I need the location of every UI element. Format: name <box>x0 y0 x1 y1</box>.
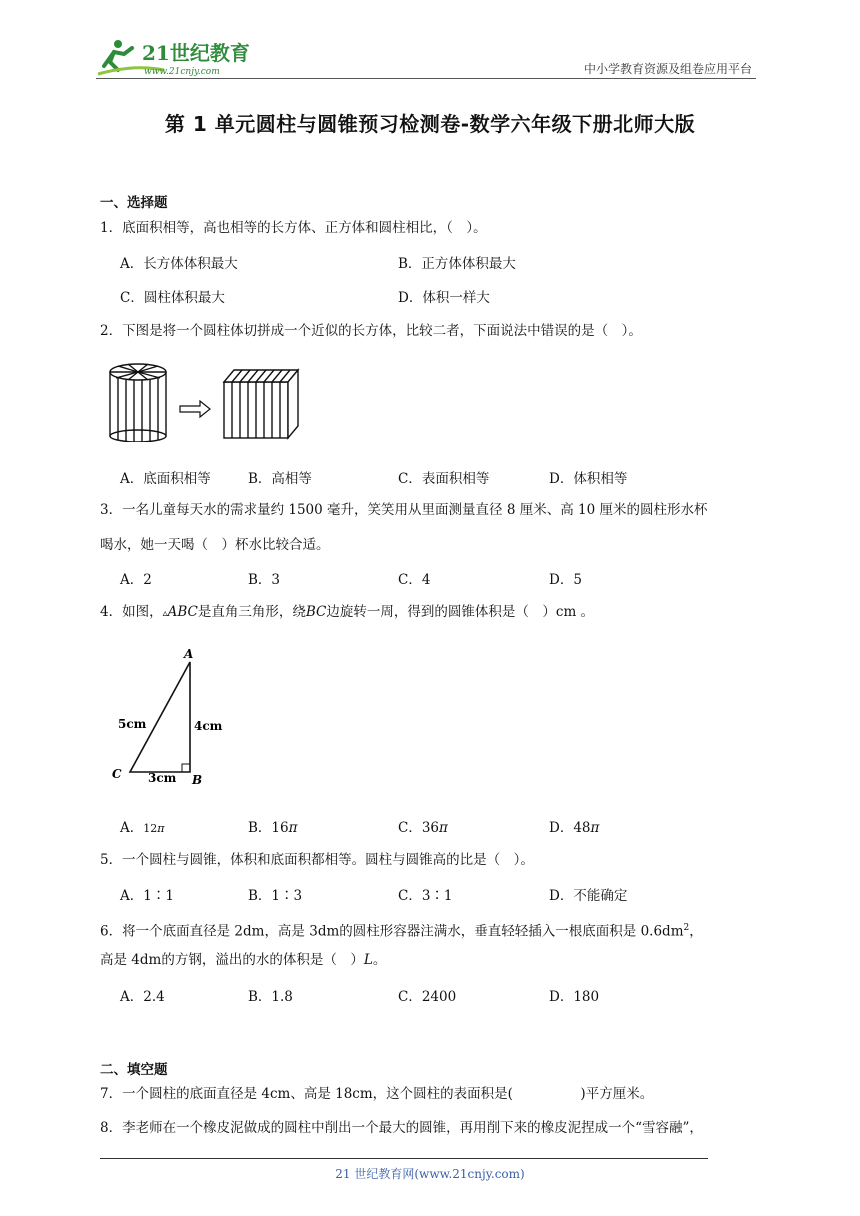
arrow-right-icon <box>180 401 210 417</box>
question-6-option-a: A．2.4 <box>120 989 165 1005</box>
cylinder-to-cuboid-figure <box>104 360 304 446</box>
question-4-option-d <box>549 816 599 836</box>
question-6-text-1: 6．将一个底面直径是 2 <box>100 923 243 940</box>
unit-dm: dm <box>139 952 162 968</box>
unit-dm: dm <box>242 923 265 940</box>
question-2-option-b: B．高相等 <box>248 471 312 487</box>
unit-liter: L <box>363 952 373 968</box>
cuboid-icon <box>224 370 298 438</box>
page-title: 第 1 单元圆柱与圆锥预习检测卷-数学六年级下册北师大版 <box>164 112 696 136</box>
unit-dm: dm <box>662 923 684 940</box>
side-cb-label: 3cm <box>148 771 177 785</box>
question-1-option-d: D．体积一样大 <box>398 290 490 306</box>
pi-symbol: π <box>590 820 600 836</box>
section-heading-choice: 一、选择题 <box>100 195 168 211</box>
question-4-option-c-label: C．36 <box>398 820 440 836</box>
question-6-text-6: 的方钢，溢出的水的体积是（ ） <box>161 952 364 968</box>
question-2-option-a: A．底面积相等 <box>120 471 211 487</box>
runner-logo-icon <box>94 36 264 80</box>
question-6-stem-line-1 <box>100 918 703 942</box>
question-4-option-c <box>398 816 448 836</box>
pi-symbol: π <box>439 820 448 836</box>
unit-dm: dm <box>317 923 340 940</box>
section-heading-fill-blank: 二、填空题 <box>100 1062 168 1078</box>
question-3-stem-line-1: 3．一名儿童每天水的需求量约 1500 毫升，笑笑用从里面测量直径 8 厘米、高 10 厘米的圆柱形水杯 <box>100 502 708 518</box>
question-6-text-2: ，高是 3 <box>264 923 318 940</box>
question-6-option-c: C．2400 <box>398 989 457 1005</box>
question-5-option-c: C．3∶1 <box>398 888 453 904</box>
side-ab-label: 4cm <box>194 719 223 733</box>
question-3-option-c: C．4 <box>398 572 431 588</box>
question-4-stem <box>100 602 594 624</box>
question-4-option-a-label: A． <box>120 820 144 836</box>
question-8-stem: 8．李老师在一个橡皮泥做成的圆柱中削出一个最大的圆锥，再用削下来的橡皮泥捏成一个“雪容融”， <box>100 1120 703 1136</box>
question-1-option-a: A．长方体体积最大 <box>120 256 238 272</box>
question-6-text-7: 。 <box>372 952 387 968</box>
question-3-option-a: A．2 <box>120 572 152 588</box>
question-4-stem-part-1: 4．如图， <box>100 604 163 620</box>
triangle-name: ABC <box>167 604 198 620</box>
question-2-stem: 2．下图是将一个圆柱体切拼成一个近似的长方体，比较二者，下面说法中错误的是（ ）。 <box>100 323 642 339</box>
header-divider <box>96 78 756 79</box>
question-5-option-a: A．1∶1 <box>120 888 174 904</box>
logo-url: www.21cnjy.com <box>144 67 220 77</box>
question-6-stem-line-2 <box>100 950 386 970</box>
question-3-option-d: D．5 <box>549 572 582 588</box>
vertex-b-label: B <box>192 773 203 787</box>
pi-symbol: π <box>157 822 165 835</box>
question-1-option-b: B．正方体体积最大 <box>398 256 516 272</box>
question-6-option-d: D．180 <box>549 989 600 1005</box>
vertex-a-label: A <box>184 647 194 661</box>
question-1-option-c: C．圆柱体积最大 <box>120 290 225 306</box>
question-4-stem-part-2: 是直角三角形，绕 <box>197 604 306 620</box>
question-2-option-d: D．体积相等 <box>549 471 628 487</box>
question-4-option-d-label: D．48 <box>549 820 591 836</box>
platform-name: 中小学教育资源及组卷应用平台 <box>583 62 752 76</box>
side-ac-label: 5cm <box>118 717 147 731</box>
question-5-option-d: D．不能确定 <box>549 888 628 904</box>
question-3-stem-line-2: 喝水，她一天喝（ ）杯水比较合适。 <box>100 537 330 553</box>
footer-link[interactable]: 21 世纪教育网(www.21cnjy.com) <box>335 1167 525 1181</box>
question-3-option-b: B．3 <box>248 572 281 588</box>
question-6-option-b: B．1.8 <box>248 989 293 1005</box>
question-4-option-b <box>248 816 297 836</box>
question-4-option-b-label: B．16 <box>248 820 289 836</box>
question-7-stem: 7．一个圆柱的底面直径是 4cm、高是 18cm，这个圆柱的表面积是( )平方厘米。 <box>100 1086 654 1102</box>
triangle-symbol-icon: ▵ <box>162 608 168 619</box>
pi-symbol: π <box>288 820 298 836</box>
question-6-text-5: 高是 4 <box>100 952 140 968</box>
question-4-stem-part-3: 边旋转一周，得到的圆锥体积是（ ）cm 。 <box>326 604 595 620</box>
question-1-stem: 1．底面积相等，高也相等的长方体、正方体和圆柱相比，（ ）。 <box>100 220 487 236</box>
question-4-option-a-value: 12 <box>143 822 158 835</box>
question-5-option-b: B．1∶3 <box>248 888 303 904</box>
question-5-stem: 5．一个圆柱与圆锥，体积和底面积都相等。圆柱与圆锥高的比是（ ）。 <box>100 852 534 868</box>
question-4-option-a <box>120 816 164 836</box>
rotation-side: BC <box>305 604 327 620</box>
sliced-cylinder-icon <box>110 364 166 442</box>
right-triangle-figure <box>106 644 236 794</box>
question-2-option-c: C．表面积相等 <box>398 471 490 487</box>
question-6-text-4: ， <box>689 923 703 940</box>
superscript-2: 2 <box>683 923 690 933</box>
question-6-text-3: 的圆柱形容器注满水，垂直轻轻插入一根底面积是 0.6 <box>339 923 663 940</box>
vertex-c-label: C <box>112 767 122 781</box>
site-logo <box>94 36 264 80</box>
logo-text: 21世纪教育 <box>142 41 250 65</box>
footer-divider <box>100 1158 708 1159</box>
